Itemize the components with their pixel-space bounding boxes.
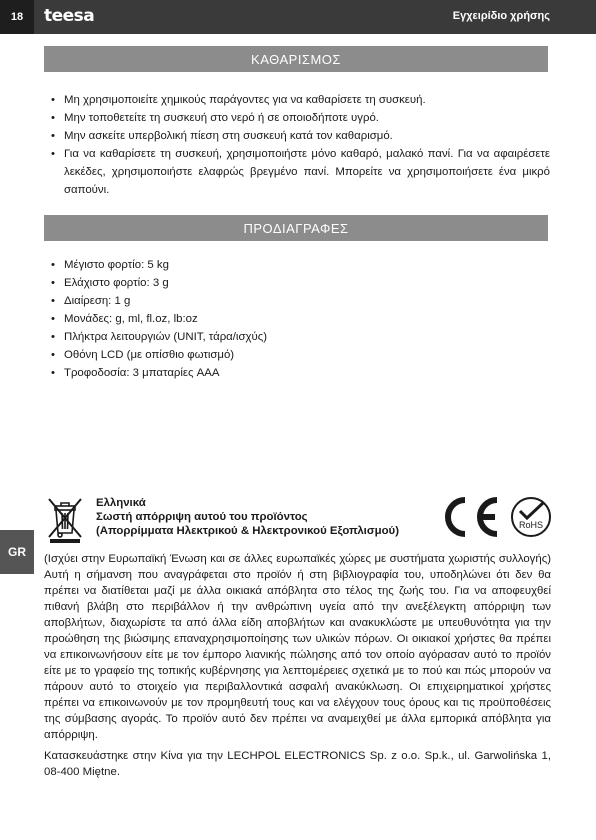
ce-mark-icon — [448, 500, 497, 534]
page-number: 18 — [0, 0, 34, 34]
cleaning-heading: ΚΑΘΑΡΙΣΜΟΣ — [44, 46, 548, 72]
disposal-language: Ελληνικά — [96, 497, 146, 509]
disposal-body: (Ισχύει στην Ευρωπαϊκή Ένωση και σε άλλες ευρωπαϊκές χώρες με συστήματα χωριστής συλλογής) Αυτή η σήμανση που αναγράφεται στο προϊόν ή στη βιβλιογραφία του, υποδηλώνει ότι δεν θα πρέπει να διατίθεται μαζί με άλλα οικιακά απόβλητα στο τέλος της ζωής του. Για να αποφευχθεί πιθανή βλάβη στο περιβάλλον ή την ανθρώπινη υγεία από την ανεξέλεγκτη απόρριψη των αποβλήτων, διαχωρίστε τα από άλλα είδη αποβλήτων και ανακυκλώστε με υπευθυνότητα για την προώθηση της βιώσιμης επαναχρησιμοποίησης των υλικών πόρων. Οι οικιακοί χρήστες θα πρέπει να επικοινωνήσουν είτε με τον έμπορο λιανικής πώλησης από τον οποίο αγόρασαν αυτό το προϊόν είτε με το γραφείο της τοπικής κυβέρνησης για λεπτομέρειες σχετικά με το πού και πώς μπορούν να πάρουν αυτό το στοιχείο για περιβαλλοντικά ασφαλή ανακύκλωση. Οι επιχειρηματικοί χρήστες πρέπει να επικοινωνούν με τον προμηθευτή τους και να ελέγχουν τους όρους και τις προϋποθέσεις της σύμβασης αγοράς. Το προϊόν αυτό δεν πρέπει να αναμειχθεί με άλλα εμπορικά απόβλητα για απόρριψη. — [44, 553, 551, 741]
manufacturer-note: Κατασκευάστηκε στην Κίνα για την LECHPOL ELECTRONICS Sp. z o.o. Sp.k., ul. Garwolińska 1, 08-400 Miętne. — [44, 750, 551, 778]
disposal-heading-block — [96, 496, 399, 538]
list-item: • Μην τοποθετείτε τη συσκευή στο νερό ή σε οποιοδήποτε υγρό. — [50, 109, 550, 127]
list-item: • Μονάδες: g, ml, fl.oz, lb:oz — [50, 310, 550, 328]
list-item: • Μην ασκείτε υπερβολική πίεση στη συσκευή κατά τον καθαρισμό. — [50, 127, 550, 145]
svg-text:RoHS: RoHS — [518, 520, 544, 530]
list-item: • Μη χρησιμοποιείτε χημικούς παράγοντες για να καθαρίσετε τη συσκευή. — [50, 91, 550, 109]
language-tab: GR — [0, 530, 34, 574]
manual-title: Εγχειρίδιο χρήσης — [452, 10, 550, 22]
page-header — [0, 0, 596, 34]
list-item: • Τροφοδοσία: 3 μπαταρίες AAA — [50, 364, 550, 382]
disposal-heading: Σωστή απόρριψη αυτού του προϊόντος — [96, 511, 308, 523]
list-item: • Διαίρεση: 1 g — [50, 292, 550, 310]
brand-logo: teesa — [44, 6, 95, 26]
specs-heading: ΠΡΟΔΙΑΓΡΑΦΕΣ — [44, 215, 548, 241]
weee-crossed-bin-icon — [44, 494, 86, 544]
list-item: • Οθόνη LCD (με οπίσθιο φωτισμό) — [50, 346, 550, 364]
list-item: • Για να καθαρίσετε τη συσκευή, χρησιμοποιήστε μόνο καθαρό, μαλακό πανί. Για να αφαιρέσετε λεκέδες, χρησιμοποιήστε ελαφρώς βρεγμένο πανί. Μπορείτε να χρησιμοποιήσετε ένα μικρό σαπούνι. — [50, 145, 550, 199]
certification-marks — [441, 494, 551, 540]
cleaning-list — [50, 91, 550, 199]
list-item: • Πλήκτρα λειτουργιών (UNIT, τάρα/ισχύς) — [50, 328, 550, 346]
rohs-icon — [512, 498, 550, 536]
list-item: • Ελάχιστο φορτίο: 3 g — [50, 274, 550, 292]
list-item: • Μέγιστο φορτίο: 5 kg — [50, 256, 550, 274]
specs-list — [50, 256, 550, 382]
disposal-subheading: (Απορρίμματα Ηλεκτρικού & Ηλεκτρονικού Εξοπλισμού) — [96, 525, 399, 537]
